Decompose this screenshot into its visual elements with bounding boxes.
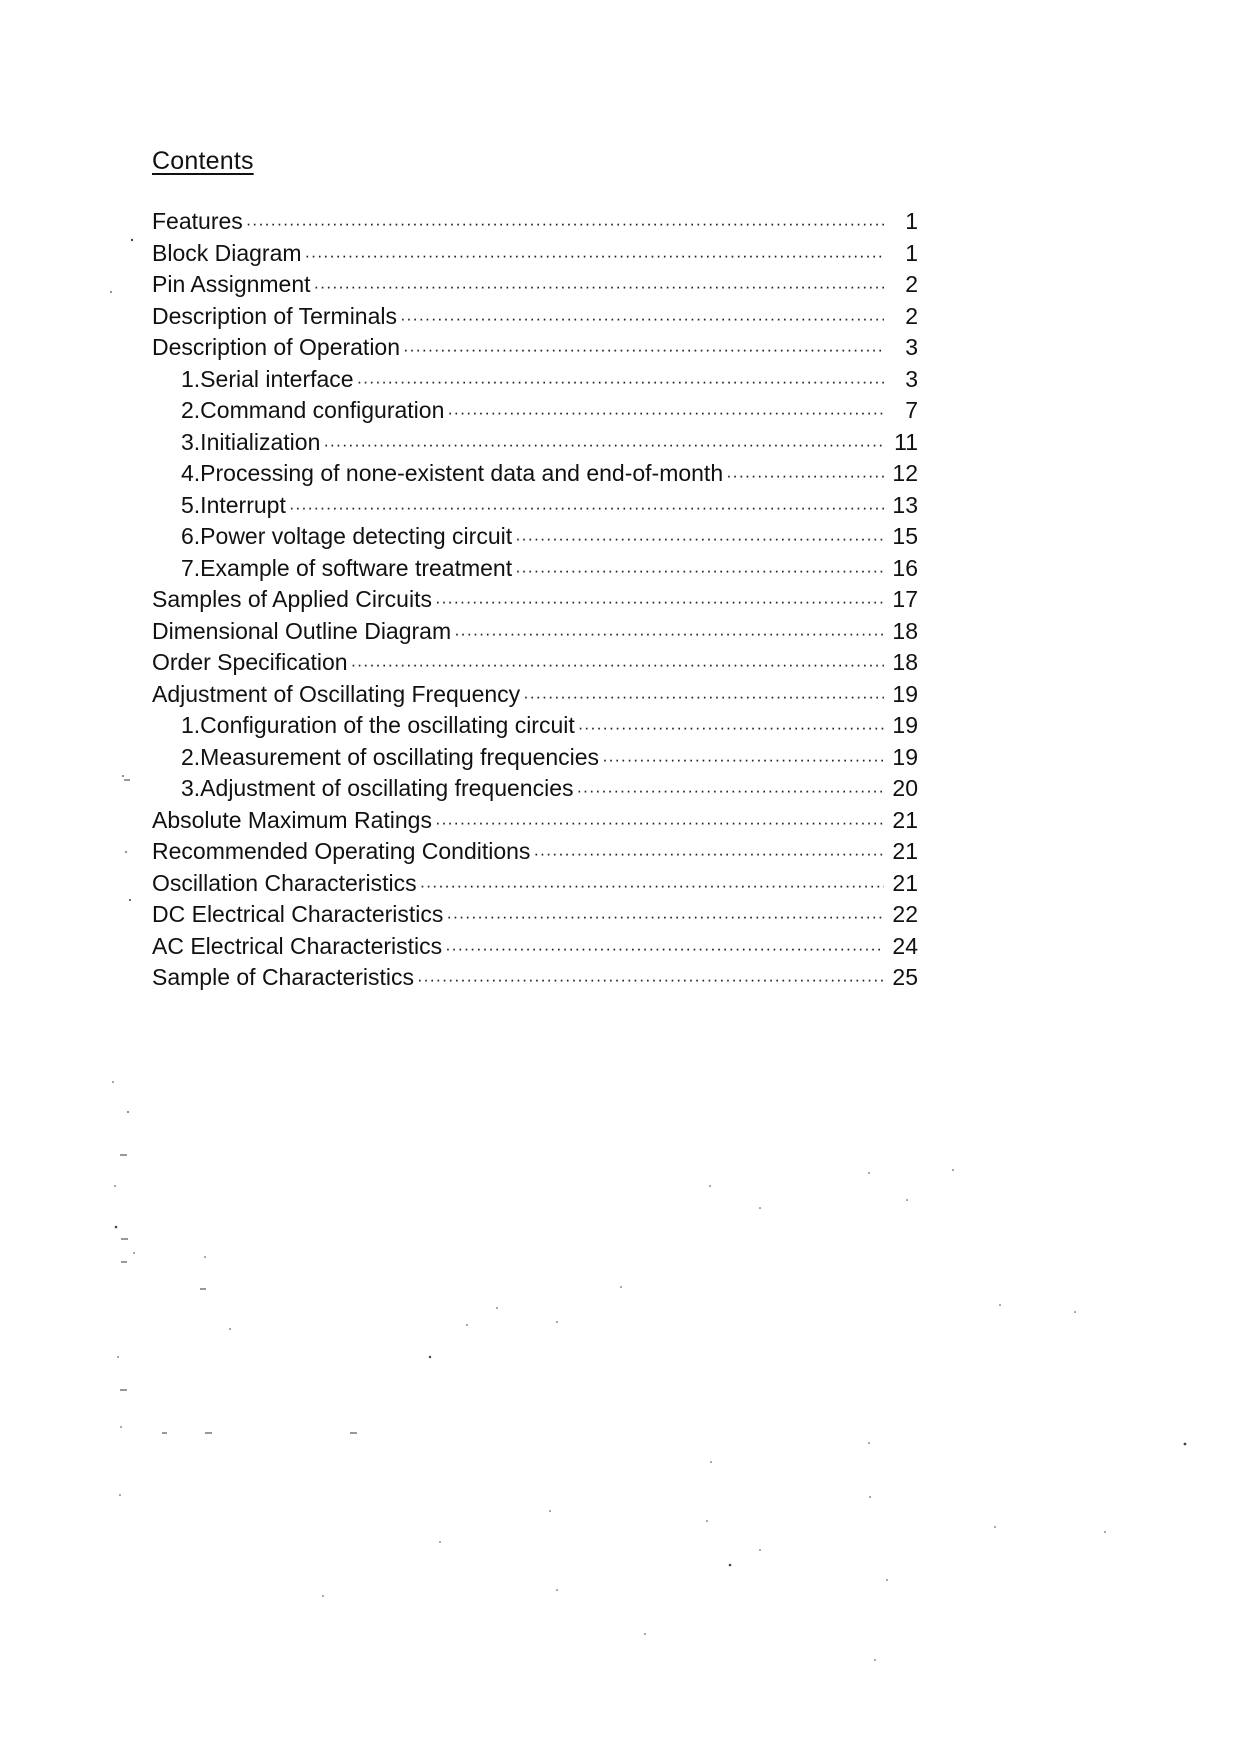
dot-leader: [447, 397, 884, 429]
toc-entry-label: Features: [152, 208, 243, 234]
toc-entry: [152, 931, 918, 963]
dot-leader: [435, 807, 884, 839]
toc-entry-page-number: 24: [892, 932, 918, 959]
toc-entry-label: Recommended Operating Conditions: [152, 838, 531, 864]
toc-entry-page-number: 19: [892, 712, 918, 738]
dot-leader: [454, 618, 884, 650]
toc-entry-page-number: 3: [905, 365, 918, 392]
toc-entry-label: 1.Serial interface: [181, 365, 354, 392]
toc-entry-label: 3.Adjustment of oscillating frequencies: [181, 775, 574, 801]
toc-entry-label: Description of Operation: [152, 334, 401, 360]
toc-entry-label: 7.Example of software treatment: [181, 554, 513, 581]
contents-heading: Contents: [152, 147, 254, 175]
dot-leader: [400, 303, 884, 335]
dot-leader: [445, 933, 884, 965]
toc-entry: [152, 206, 918, 238]
toc-entry: [152, 679, 918, 711]
dot-leader: [246, 208, 884, 240]
toc-entry: [152, 710, 918, 742]
toc-entry-page-number: 25: [892, 964, 918, 990]
dot-leader: [323, 429, 884, 461]
dot-leader: [289, 492, 884, 524]
toc-entry-label: Block Diagram: [152, 239, 302, 266]
dot-leader: [435, 586, 884, 618]
toc-entry-page-number: 21: [892, 869, 918, 896]
toc-entry: [152, 773, 918, 805]
toc-entry-label: Pin Assignment: [152, 271, 311, 297]
toc-entry-page-number: 15: [892, 523, 918, 549]
toc-entry: [152, 238, 918, 270]
toc-entry-page-number: 12: [892, 460, 918, 486]
toc-entry: [152, 805, 918, 837]
toc-entry-page-number: 3: [905, 334, 918, 360]
toc-entry: [152, 395, 918, 427]
toc-entry: [152, 962, 918, 994]
dot-leader: [314, 271, 884, 303]
dot-leader: [515, 555, 884, 587]
toc-entry-page-number: 13: [892, 491, 918, 518]
toc-entry: [152, 584, 918, 616]
toc-entry: [152, 301, 918, 333]
table-of-contents: [152, 206, 918, 994]
dot-leader: [305, 240, 884, 272]
toc-entry-label: 1.Configuration of the oscillating circuit: [181, 712, 575, 738]
toc-entry: [152, 836, 918, 868]
toc-entry-page-number: 17: [892, 586, 918, 612]
toc-entry: [152, 616, 918, 648]
toc-entry-label: 2.Measurement of oscillating frequencies: [181, 743, 600, 770]
toc-entry: [152, 332, 918, 364]
dot-leader: [403, 334, 884, 366]
toc-entry-page-number: 2: [905, 302, 918, 329]
toc-entry-label: Samples of Applied Circuits: [152, 586, 432, 612]
toc-entry-label: AC Electrical Characteristics: [152, 932, 443, 959]
toc-entry-page-number: 21: [892, 838, 918, 864]
toc-entry-label: 6.Power voltage detecting circuit: [181, 523, 513, 549]
toc-entry: [152, 521, 918, 553]
toc-entry-page-number: 16: [892, 554, 918, 581]
toc-entry-page-number: 1: [905, 208, 918, 234]
dot-leader: [417, 964, 884, 996]
toc-entry-label: 2.Command configuration: [181, 397, 445, 423]
toc-entry-label: 5.Interrupt: [181, 491, 286, 518]
toc-entry: [152, 427, 918, 459]
dot-leader: [351, 649, 884, 681]
toc-entry-label: Oscillation Characteristics: [152, 869, 417, 896]
toc-entry-label: Dimensional Outline Diagram: [152, 617, 452, 644]
toc-entry-page-number: 2: [905, 271, 918, 297]
toc-entry-page-number: 1: [905, 239, 918, 266]
toc-entry-page-number: 7: [905, 397, 918, 423]
dot-leader: [515, 523, 884, 555]
toc-entry-label: 4.Processing of none-existent data and end-of-month: [181, 460, 724, 486]
dot-leader: [446, 901, 884, 933]
toc-entry: [152, 553, 918, 585]
dot-leader: [578, 712, 884, 744]
toc-entry-label: DC Electrical Characteristics: [152, 901, 444, 927]
toc-entry: [152, 269, 918, 301]
toc-entry-page-number: 21: [892, 806, 918, 833]
toc-entry: [152, 364, 918, 396]
toc-entry-page-number: 19: [892, 743, 918, 770]
toc-entry: [152, 868, 918, 900]
toc-entry-label: Order Specification: [152, 649, 348, 675]
toc-entry-page-number: 20: [892, 775, 918, 801]
dot-leader: [726, 460, 884, 492]
toc-entry-label: 3.Initialization: [181, 428, 321, 455]
toc-entry-label: Absolute Maximum Ratings: [152, 806, 432, 833]
dot-leader: [357, 366, 884, 398]
toc-entry-page-number: 18: [892, 617, 918, 644]
toc-entry-page-number: 19: [892, 680, 918, 707]
toc-entry-label: Adjustment of Oscillating Frequency: [152, 680, 521, 707]
dot-leader: [533, 838, 884, 870]
dot-leader: [523, 681, 884, 713]
toc-entry-label: Sample of Characteristics: [152, 964, 415, 990]
dot-leader: [577, 775, 885, 807]
toc-entry-page-number: 11: [894, 428, 918, 455]
toc-entry-label: Description of Terminals: [152, 302, 398, 329]
toc-entry: [152, 647, 918, 679]
toc-entry: [152, 458, 918, 490]
toc-entry: [152, 899, 918, 931]
dot-leader: [420, 870, 884, 902]
dot-leader: [602, 744, 884, 776]
toc-entry: [152, 490, 918, 522]
toc-entry: [152, 742, 918, 774]
toc-entry-page-number: 22: [892, 901, 918, 927]
toc-entry-page-number: 18: [892, 649, 918, 675]
